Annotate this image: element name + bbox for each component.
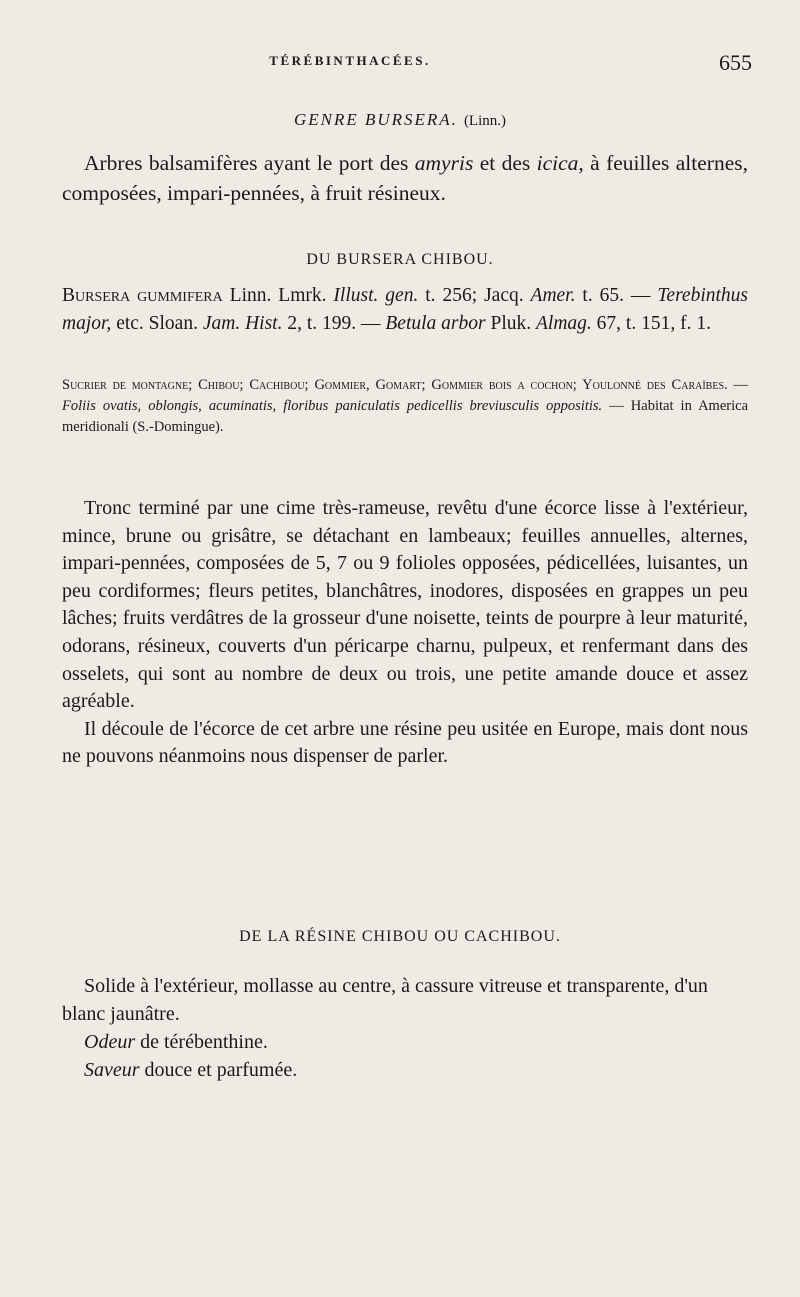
running-title: TÉRÉBINTHACÉES. [269, 53, 431, 68]
page-number: 655 [719, 50, 752, 75]
species-description [62, 495, 748, 771]
genus-description: Arbres balsamifères ayant le port des amyris et des icica, à feuilles alternes, composées, impari-pennées, à fruit résineux. [62, 151, 748, 205]
resin-taste: Saveur douce et parfumée. [84, 1059, 298, 1081]
resin-properties [62, 972, 748, 1084]
page-header [0, 50, 800, 74]
genus-name: GENRE BURSERA. [293, 110, 458, 129]
resin-aspect: Solide à l'extérieur, mollasse au centre, à cassure vitreuse et transparente, d'un blanc jaunâtre. [62, 975, 708, 1025]
genus-heading [0, 110, 800, 130]
genus-authority: (Linn.) [463, 113, 507, 129]
species-heading: DU BURSERA CHIBOU. [306, 251, 494, 268]
vernacular-names-paragraph: Sucrier de montagne; Chibou; Cachibou; Gommier, Gomart; Gommier bois a cochon; Youlonné des Caraïbes. — Foliis ovatis, oblongis, acuminatis, floribus paniculatis pedicellis breviusculis oppositis. — Habitat in America meridionali (S.-Domingue). [62, 377, 749, 435]
description-paragraph: Il découle de l'écorce de cet arbre une résine peu usitée en Europe, mais dont nous ne pouvons néanmoins nous dispenser de parler. [62, 717, 748, 768]
synonymy-paragraph: Bursera gummifera Linn. Lmrk. Illust. gen. t. 256; Jacq. Amer. t. 65. — Terebinthus major, etc. Sloan. Jam. Hist. 2, t. 199. — Betula arbor Pluk. Almag. 67, t. 151, f. 1. [62, 285, 749, 334]
resin-odor: Odeur de térébenthine. [84, 1031, 268, 1053]
resin-heading: DE LA RÉSINE CHIBOU OU CACHIBOU. [239, 928, 561, 945]
description-paragraph: Tronc terminé par une cime très-rameuse, revêtu d'une écorce lisse à l'extérieur, mince, brune ou grisâtre, se détachant en lambeaux; feuilles annuelles, alternes, impari-pennées, composées de 5, 7 ou 9 folioles opposées, pédicellées, luisantes, un peu cordiformes; fleurs petites, blanchâtres, inodores, disposées en grappes un peu lâches; fruits verdâtres de la grosseur d'une noisette, teints de pourpre à leur maturité, odorans, résineux, couverts d'un péricarpe charnu, pulpeux, et renfermant dans des osselets, qui sont au nombre de deux ou trois, une petite amande douce et assez agréable. [62, 497, 748, 713]
